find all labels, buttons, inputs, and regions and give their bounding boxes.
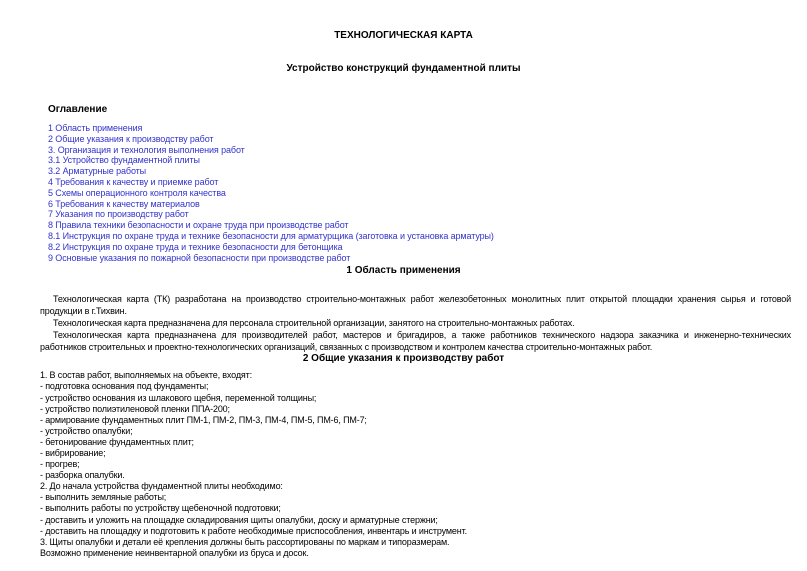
- toc-link-quality[interactable]: 4 Требования к качеству и приемке работ: [48, 176, 219, 187]
- section-2-line: - вибрирование;: [40, 448, 106, 459]
- toc-link-general[interactable]: 2 Общие указания к производству работ: [48, 133, 214, 144]
- toc-list: [48, 123, 791, 263]
- section-1-paragraph: Технологическая карта предназначена для производителей работ, мастеров и бригадиров, а также работников технического надзора заказчика и инженерно-технических работников строительных и проектно-технологических организаций, связанных с производством и контролем качества строительно-монтажных работ.: [40, 330, 791, 353]
- section-2-line: - подготовка основания под фундаменты;: [40, 381, 209, 392]
- section-2-line: - армирование фундаментных плит ПМ-1, ПМ-2, ПМ-3, ПМ-4, ПМ-5, ПМ-6, ПМ-7;: [40, 414, 367, 425]
- toc-link-organization[interactable]: 3. Организация и технология выполнения работ: [48, 144, 245, 155]
- section-1-paragraph: Технологическая карта (ТК) разработана на производство строительно-монтажных работ железобетонных монолитных плит открытой площадки хранения сырья и готовой продукции в г.Тихвин.: [40, 294, 791, 317]
- section-2-line: - доставить на площадку и подготовить к работе необходимые приспособления, инвентарь и инструмент.: [40, 525, 467, 536]
- toc-link-safety-rebar[interactable]: 8.1 Инструкция по охране труда и технике безопасности для арматурщика (заготовка и установка арматуры): [48, 230, 494, 241]
- section-2-line: - бетонирование фундаментных плит;: [40, 436, 194, 447]
- toc-link-safety[interactable]: 8 Правила техники безопасности и охране труда при производстве работ: [48, 220, 349, 231]
- toc-link-slab[interactable]: 3.1 Устройство фундаментной плиты: [48, 155, 200, 166]
- section-2-line: - выполнить земляные работы;: [40, 492, 167, 503]
- toc-link-instructions[interactable]: 7 Указания по производству работ: [48, 209, 189, 220]
- toc-link-materials[interactable]: 6 Требования к качеству материалов: [48, 198, 200, 209]
- toc-link-safety-concrete[interactable]: 8.2 Инструкция по охране труда и технике безопасности для бетонщика: [48, 241, 343, 252]
- toc-link-scope[interactable]: 1 Область применения: [48, 123, 143, 133]
- toc-link-rebar[interactable]: 3.2 Арматурные работы: [48, 166, 147, 177]
- section-2-line: - устройство основания из шлакового щебня, переменной толщины;: [40, 392, 317, 403]
- section-1-paragraph: Технологическая карта предназначена для персонала строительной организации, занятого на строительно-монтажных работах.: [53, 318, 575, 329]
- section-2-line: - устройство полиэтиленовой пленки ППА-200;: [40, 403, 230, 414]
- toc-link-control[interactable]: 5 Схемы операционного контроля качества: [48, 187, 226, 198]
- toc-heading: Оглавление: [48, 104, 108, 115]
- table-of-contents: [40, 104, 791, 263]
- section-2-line: - выполнить работы по устройству щебеночной подготовки;: [40, 503, 281, 514]
- section-2-line: - доставить и уложить на площадке складирования щиты опалубки, доску и арматурные стержни;: [40, 514, 438, 525]
- section-2-line: - разборка опалубки.: [40, 470, 125, 481]
- toc-link-fire[interactable]: 9 Основные указания по пожарной безопасности при производстве работ: [48, 252, 351, 263]
- section-2-body: [40, 370, 791, 559]
- section-2-line: 1. В состав работ, выполняемых на объекте, входят:: [40, 370, 252, 381]
- document-subtitle: Устройство конструкций фундаментной плиты: [286, 63, 521, 74]
- section-2-line: - прогрев;: [40, 459, 80, 470]
- section-2-heading: 2 Общие указания к производству работ: [302, 353, 505, 365]
- section-2-line: Возможно применение неинвентарной опалубки из бруса и досок.: [40, 547, 309, 558]
- section-2-line: - устройство опалубки;: [40, 425, 133, 436]
- section-2-line: 3. Щиты опалубки и детали её крепления должны быть рассортированы по маркам и типоразмерам.: [40, 536, 450, 547]
- section-1-heading: 1 Область применения: [346, 265, 461, 277]
- section-2-line: 2. До начала устройства фундаментной плиты необходимо:: [40, 481, 283, 492]
- document-title: ТЕХНОЛОГИЧЕСКАЯ КАРТА: [334, 30, 473, 41]
